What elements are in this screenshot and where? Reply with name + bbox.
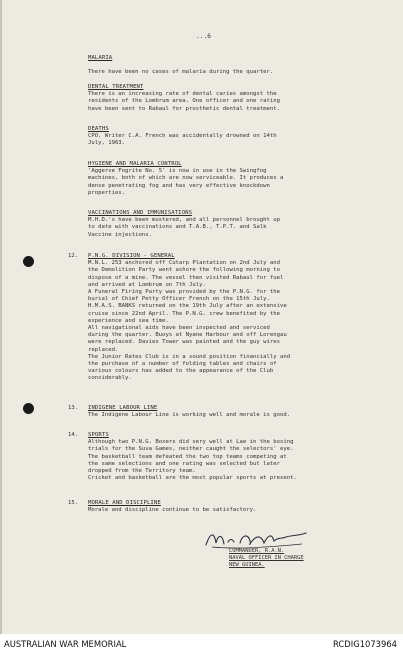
section-malaria [88,55,384,76]
text-line: replaced. [88,346,119,353]
text-line: M.N.L. 253 anchored off Cutarp Plantation on 2nd July and [88,260,280,267]
text-line: The Indigene Labour Line is working well and morale is good. [88,412,291,419]
section-heading: MALARIA [88,55,113,61]
text-line: machines, both of which are now serviceable. It produces a [88,175,284,182]
archive-reference: RCDIG1073964 [333,639,397,649]
text-line: A Funeral Firing Party was provided by the P.N.G. for the [88,289,280,296]
section-number: 14. [68,432,79,438]
section-heading: SPORTS [88,432,109,438]
text-line: All navigational aids have been inspected and serviced [88,325,270,332]
text-line: There have been no cases of malaria during the quarter. [88,69,274,76]
section-heading: HYGIENE AND MALARIA CONTROL [88,161,182,167]
text-line: dispose of a mine. The vessel then visited Rabaul for fuel [88,274,284,281]
section-heading: INDIGENE LABOUR LINE [88,405,158,411]
section-sports [88,432,384,482]
text-line: The Junior Rates Club is in a sound position financially and [88,353,291,360]
text-line: Cricket and basketball are the most popular sports at present. [88,475,297,482]
section-number: 12. [68,253,79,259]
text-line: M.H.D.'s have been mustered, and all personnel brought up [88,217,280,224]
text-line: The basketball team defeated the two top teams competing at [88,453,287,460]
archive-footer [0,634,403,653]
text-line: trials for the Suva Games, neither caught the selectors' eye. [88,446,294,453]
section-hygiene [88,161,384,197]
punch-hole [23,403,34,414]
text-line: H.M.A.S. BANKS returned on the 19th July after an extensive [88,303,287,310]
signatory-title: NEW GUINEA. [229,562,265,568]
text-line: dense penetrating fog and has very effective knockdown [88,182,270,189]
text-line: have been sent to Rabaul for prosthetic dental treatment. [88,105,280,112]
section-morale [88,500,384,514]
text-line: 'Aggerve Fogrite No. 5' is now in use in the Swingfog [88,168,267,175]
signature-block [229,548,304,569]
text-line: considerably. [88,375,132,382]
section-heading: P.N.G. DIVISION - GENERAL [88,253,175,259]
text-line: residents of the Lombrum area. One officer and one rating [88,98,280,105]
section-number: 13. [68,405,79,411]
section-dental [88,84,384,113]
text-line: CPO. Writer C.A. French was accidentally drowned on 14th [88,133,277,140]
text-line: burial of Chief Petty Officer French on the 15th July. [88,296,270,303]
text-line: dropped from the Territory team. [88,468,196,475]
text-line: There is an increasing rate of dental caries amongst the [88,91,277,98]
text-line: various colours has added to the appearance of the Club [88,368,274,375]
text-line: were replaced. Davies Tower was painted and the guy wires [88,339,280,346]
section-deaths [88,126,384,148]
section-vaccinations [88,210,384,239]
text-line: Vaccine injections. [88,231,152,238]
section-heading: DENTAL TREATMENT [88,84,144,90]
signatory-title: NAVAL OFFICER IN CHARGE [229,555,304,561]
section-number: 15. [68,500,79,506]
text-line: during the quarter. Buoys at Nyane Harbour and off Lorengau [88,332,287,339]
archive-name: AUSTRALIAN WAR MEMORIAL [4,639,127,649]
punch-hole [23,256,34,267]
signatory-title: COMMANDER, R.A.N. [229,548,285,554]
section-heading: VACCINATIONS AND IMMUNISATIONS [88,210,193,216]
section-png-division [88,253,384,383]
text-line: Morale and discipline continue to be satisfactory. [88,507,257,514]
text-line: the Demolition Party went ashore the following morning to [88,267,280,274]
text-line: to date with vaccinations and T.A.B., T.P.T. and Salk [88,224,267,231]
text-line: and arrived at Lombrum on 7th July. [88,281,206,288]
text-line: the same selections and one rating was selected but later [88,460,280,467]
text-line: Although two P.N.G. Boxers did very well at Lae in the boxing [88,439,294,446]
text-line: properties. [88,189,126,196]
text-line: July, 1963. [88,140,126,147]
section-heading: DEATHS [88,126,109,132]
section-heading: MORALE AND DISCIPLINE [88,500,161,506]
text-line: experience and sea time. [88,317,169,324]
text-line: cruise since 22nd April. The P.N.G. crew benefited by the [88,310,280,317]
section-labour-line [88,405,384,419]
page-number: ...6 [196,33,211,40]
text-line: the purchase of a number of folding tables and chairs of [88,361,277,368]
